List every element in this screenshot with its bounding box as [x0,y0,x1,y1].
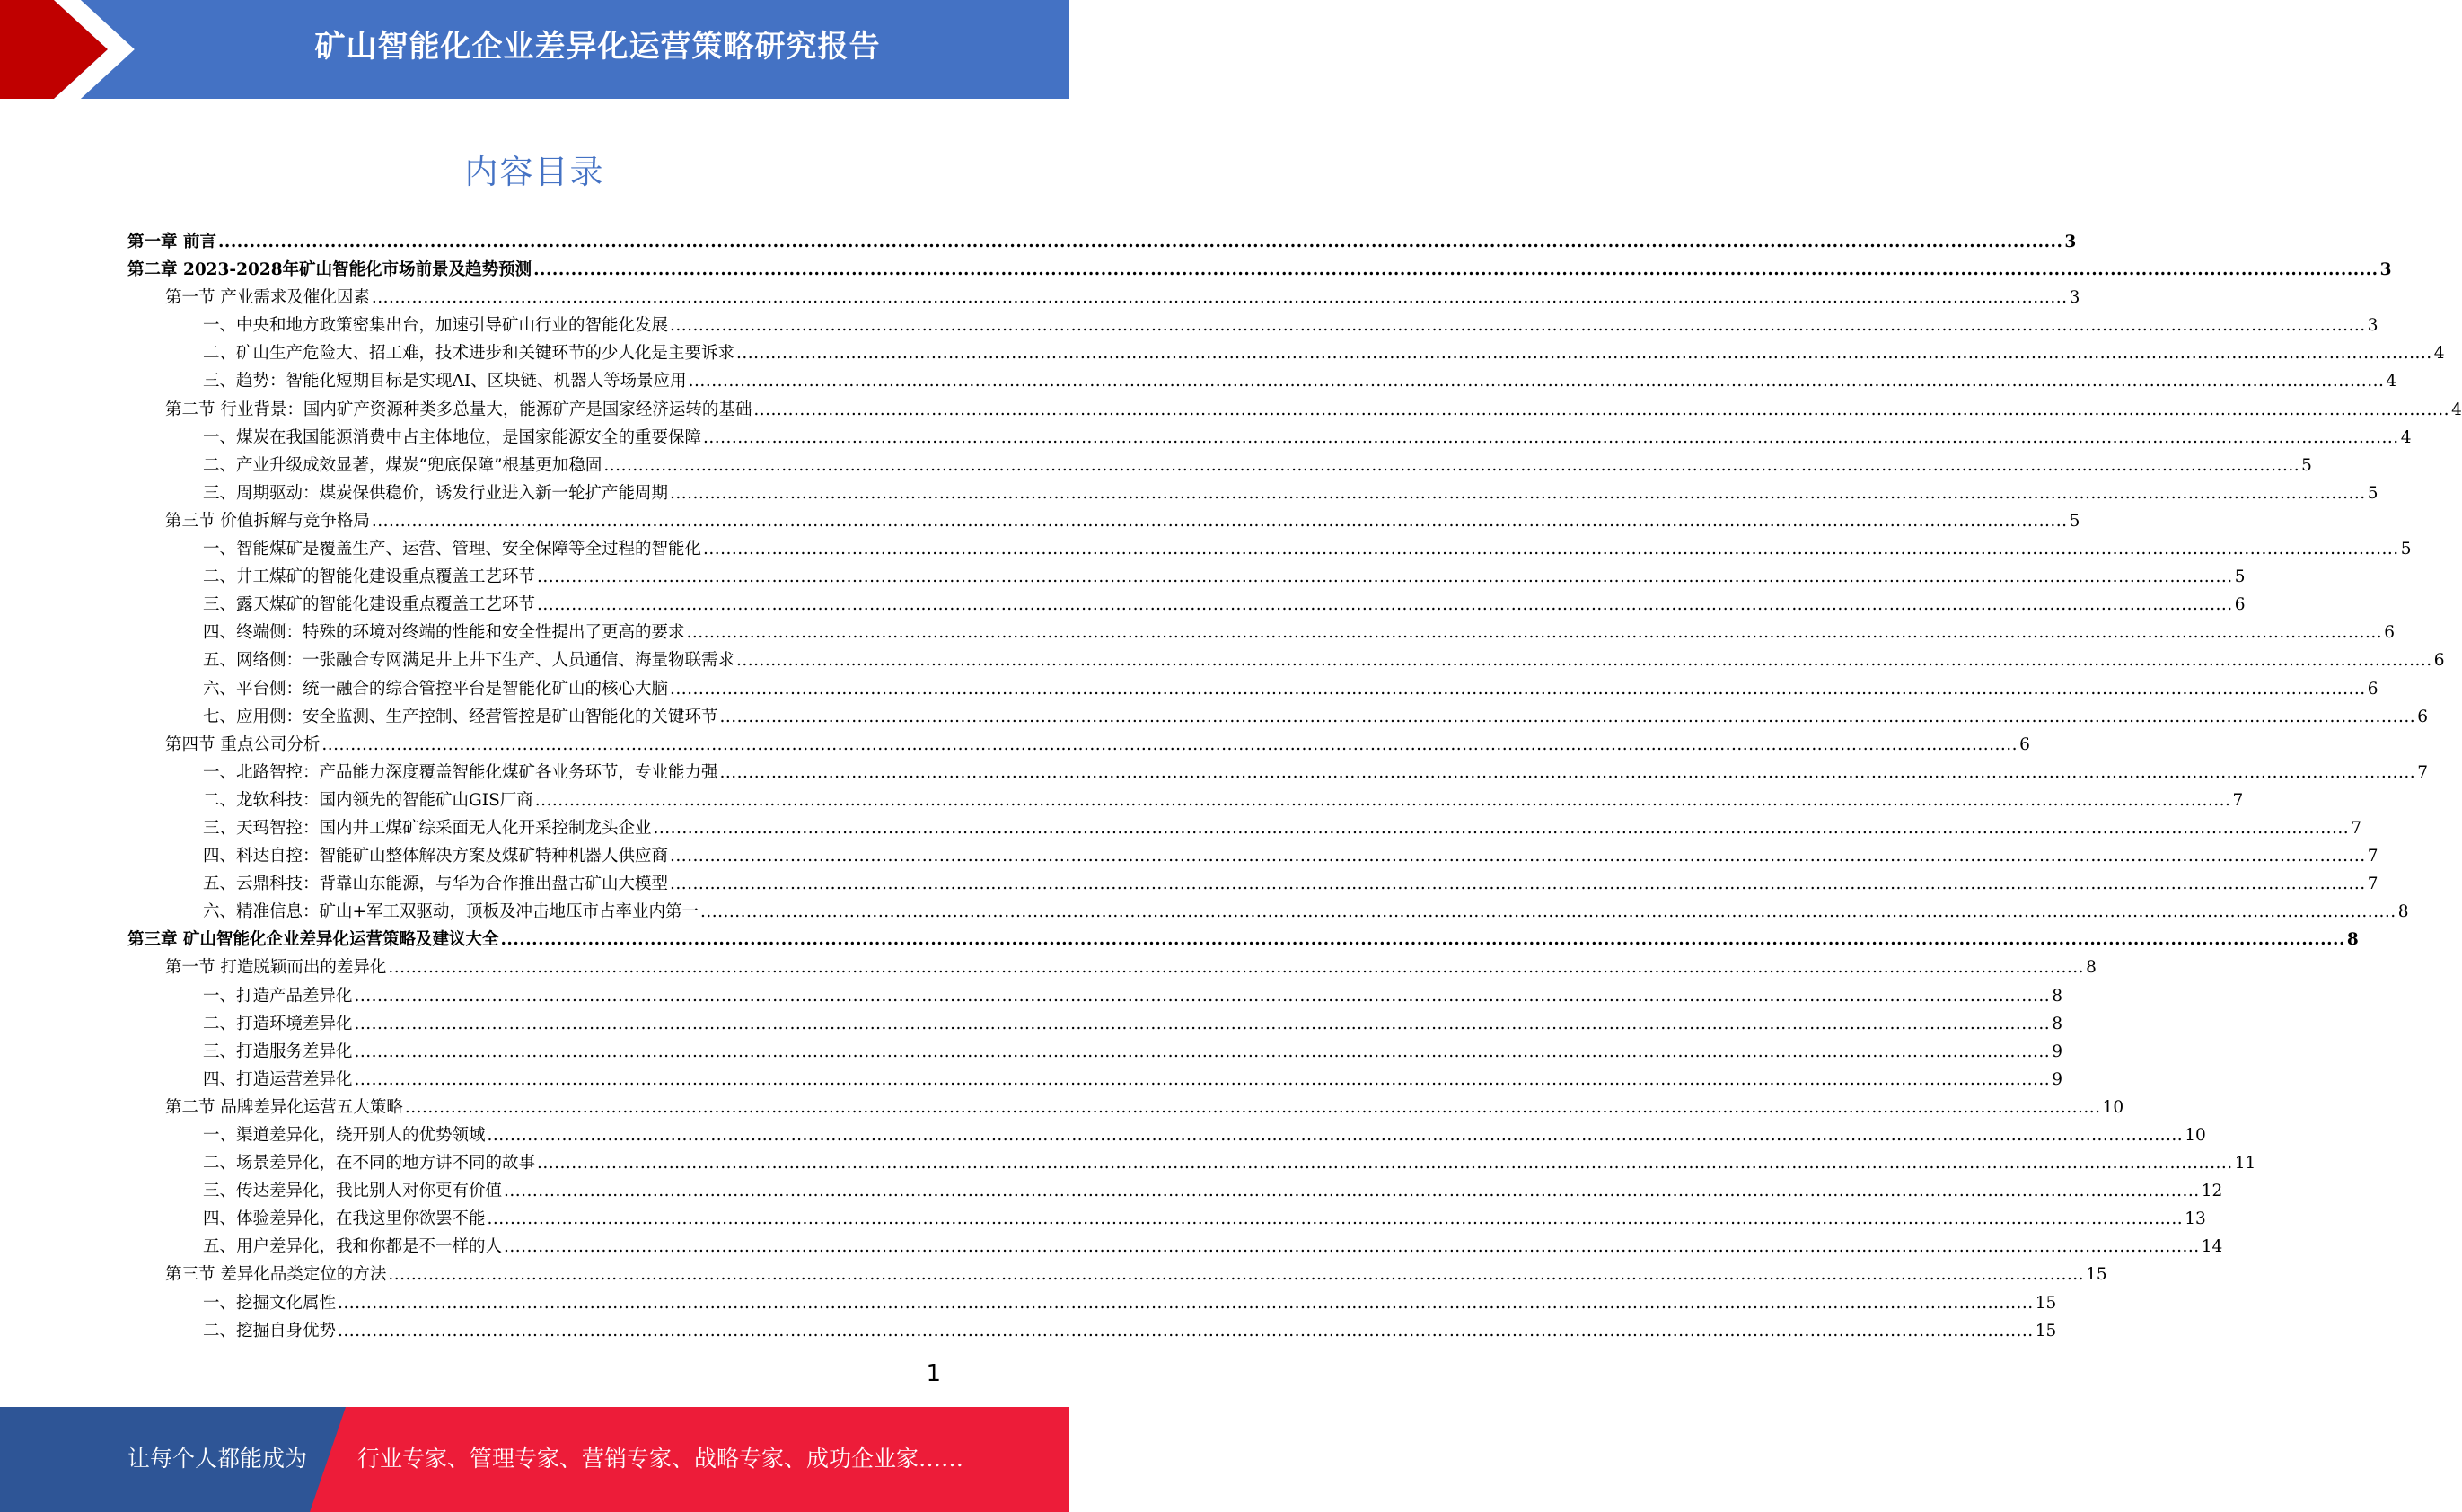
toc-dot-leader [670,479,2366,507]
toc-dot-leader [670,842,2366,870]
toc-entry[interactable] [127,926,2359,954]
toc-entry[interactable] [127,284,2080,312]
toc-entry[interactable] [127,1121,2206,1149]
toc-dot-leader [687,619,2383,646]
toc-entry[interactable] [127,479,2378,507]
toc-entry-title: 二、打造环境差异化 [203,1014,353,1033]
toc-dot-leader [405,1094,2101,1121]
toc-entry-title: 四、终端侧：特殊的环境对终端的性能和安全性提出了更高的要求 [203,623,685,643]
toc-entry[interactable] [127,1010,2062,1038]
toc-entry[interactable] [127,339,2445,367]
toc-entry-page: 13 [2185,1209,2206,1229]
toc-entry-page: 15 [2035,1321,2057,1341]
toc-entry-page: 5 [2234,567,2246,587]
toc-entry[interactable] [127,870,2378,898]
toc-entry-page: 7 [2367,847,2378,866]
footer-slogan-right: 行业专家、管理专家、营销专家、战略专家、成功企业家…… [357,1446,964,1472]
toc-entry-title: 二、龙软科技：国内领先的智能矿山GIS厂商 [203,790,533,810]
toc-entry-page: 9 [2052,1042,2062,1061]
toc-entry[interactable] [127,1177,2223,1205]
toc-entry-title: 三、天玛智控：国内井工煤矿综采面无人化开采控制龙头企业 [203,818,652,838]
toc-entry-title: 六、精准信息：矿山+军工双驱动，顶板及冲击地压市占率业内第一 [203,902,699,922]
toc-entry-page: 8 [2052,1014,2062,1033]
toc-entry-title: 一、北路智控：产品能力深度覆盖智能化煤矿各业务环节，专业能力强 [203,762,718,782]
toc-entry-title: 三、传达差异化，我比别人对你更有价值 [203,1182,503,1201]
toc-entry[interactable] [127,982,2062,1010]
toc-dot-leader [654,814,2350,842]
toc-dot-leader [689,367,2385,395]
toc-entry-title: 第一节 打造脱颖而出的差异化 [165,958,387,978]
toc-entry-title: 第一节 产业需求及催化因素 [165,288,370,308]
toc-entry-page: 7 [2367,875,2378,894]
toc-entry-title: 二、产业升级成效显著，煤炭“兜底保障”根基更加稳固 [203,455,602,475]
toc-dot-leader [488,1205,2184,1233]
toc-dot-leader [372,507,2068,535]
toc-entry[interactable] [127,452,2312,479]
toc-entry-page: 11 [2234,1154,2256,1174]
toc-entry-title: 三、打造服务差异化 [203,1042,353,1061]
toc-entry-title: 五、用户差异化，我和你都是不一样的人 [203,1237,503,1257]
toc-entry-page: 6 [2384,623,2395,643]
toc-dot-leader [720,759,2416,787]
toc-entry[interactable] [127,703,2428,731]
table-of-contents [127,228,2462,1345]
toc-entry-page: 15 [2035,1293,2057,1313]
toc-entry-page: 7 [2417,762,2428,782]
toc-dot-leader [355,1010,2051,1038]
toc-entry-page: 6 [2433,651,2445,671]
toc-entry[interactable] [127,1094,2124,1121]
toc-entry-page: 3 [2367,316,2378,336]
toc-entry-page: 4 [2400,427,2412,447]
toc-entry-page: 6 [2367,679,2378,699]
toc-entry[interactable] [127,256,2392,284]
toc-dot-leader [533,256,2378,284]
toc-entry-page: 4 [2386,372,2397,391]
toc-dot-leader [500,926,2344,954]
toc-entry-title: 第三节 价值拆解与竞争格局 [165,511,370,531]
toc-entry-page: 6 [2234,595,2246,615]
page-number: 1 [926,1360,941,1387]
toc-dot-leader [388,1261,2084,1288]
toc-entry-title: 二、场景差异化，在不同的地方讲不同的故事 [203,1154,536,1174]
toc-entry-title: 一、挖掘文化属性 [203,1293,337,1313]
toc-entry-title: 三、露天煤矿的智能化建设重点覆盖工艺环节 [203,595,536,615]
toc-dot-leader [488,1121,2184,1149]
toc-entry[interactable] [127,367,2397,395]
toc-entry-title: 一、煤炭在我国能源消费中占主体地位，是国家能源安全的重要保障 [203,427,702,447]
toc-dot-leader [537,563,2233,591]
toc-entry-page: 5 [2367,483,2378,503]
toc-entry-title: 一、智能煤矿是覆盖生产、运营、管理、安全保障等全过程的智能化 [203,540,702,559]
toc-entry-title: 第一章 前言 [127,233,216,251]
toc-entry-page: 4 [2451,400,2462,419]
toc-entry[interactable] [127,842,2378,870]
toc-entry[interactable] [127,507,2080,535]
toc-entry-title: 三、周期驱动：煤炭保供稳价，诱发行业进入新一轮扩产能周期 [203,483,669,503]
toc-entry[interactable] [127,1038,2062,1066]
toc-dot-leader [355,982,2051,1010]
toc-entry-page: 10 [2102,1097,2124,1117]
toc-entry-title: 四、科达自控：智能矿山整体解决方案及煤矿特种机器人供应商 [203,847,669,866]
toc-dot-leader [720,703,2416,731]
toc-dot-leader [504,1177,2200,1205]
footer-banner [0,1407,1069,1512]
toc-entry[interactable] [127,675,2378,703]
toc-entry-page: 6 [2417,707,2428,726]
toc-entry-title: 二、挖掘自身优势 [203,1321,337,1341]
toc-entry[interactable] [127,1205,2206,1233]
toc-entry-title: 七、应用侧：安全监测、生产控制、经营管控是矿山智能化的关键环节 [203,707,718,726]
toc-entry-title: 第四节 重点公司分析 [165,734,321,754]
toc-entry[interactable] [127,591,2246,619]
toc-entry-page: 3 [2064,233,2077,251]
toc-entry-page: 7 [2351,818,2361,838]
toc-dot-leader [338,1289,2034,1317]
toc-dot-leader [700,898,2396,926]
toc-entry-page: 10 [2185,1126,2206,1145]
toc-entry[interactable] [127,898,2409,926]
toc-dot-leader [504,1233,2200,1261]
toc-dot-leader [753,396,2449,424]
toc-dot-leader [537,1149,2233,1177]
report-title: 矿山智能化企业差异化运营策略研究报告 [314,29,881,65]
toc-entry-page: 14 [2201,1237,2223,1257]
toc-entry-title: 四、体验差异化，在我这里你欲罢不能 [203,1209,486,1229]
toc-entry[interactable] [127,954,2097,981]
toc-entry[interactable] [127,731,2030,759]
toc-entry-page: 9 [2052,1069,2062,1089]
toc-dot-leader [355,1066,2051,1094]
toc-dot-leader [703,535,2399,563]
toc-entry-page: 8 [2052,986,2062,1006]
toc-entry-title: 第二章 2023-2028年矿山智能化市场前景及趋势预测 [127,260,532,280]
toc-entry-title: 二、矿山生产危险大、招工难，技术进步和关键环节的少人化是主要诉求 [203,344,735,364]
toc-entry-page: 3 [2069,288,2080,308]
toc-entry[interactable] [127,228,2077,256]
toc-entry-title: 第二节 品牌差异化运营五大策略 [165,1097,403,1117]
toc-entry[interactable] [127,619,2395,646]
toc-entry-title: 一、打造产品差异化 [203,986,353,1006]
toc-entry[interactable] [127,1317,2057,1345]
toc-dot-leader [537,591,2233,619]
toc-dot-leader [736,646,2432,674]
toc-entry[interactable] [127,1289,2057,1317]
toc-dot-leader [338,1317,2034,1345]
toc-dot-leader [736,339,2432,367]
toc-entry-page: 15 [2086,1265,2107,1285]
toc-entry-page: 12 [2201,1182,2223,1201]
toc-entry[interactable] [127,312,2378,339]
toc-dot-leader [535,787,2231,814]
toc-entry-page: 3 [2379,260,2392,280]
toc-dot-leader [218,228,2062,256]
toc-entry-title: 五、网络侧：一张融合专网满足井上井下生产、人员通信、海量物联需求 [203,651,735,671]
toc-entry[interactable] [127,1261,2107,1288]
toc-dot-leader [355,1038,2051,1066]
toc-entry-title: 一、渠道差异化，绕开别人的优势领域 [203,1126,486,1145]
toc-entry[interactable] [127,759,2428,787]
toc-dot-leader [670,870,2366,898]
toc-entry-title: 五、云鼎科技：背靠山东能源，与华为合作推出盘古矿山大模型 [203,875,669,894]
toc-entry[interactable] [127,646,2445,674]
toc-entry-title: 二、井工煤矿的智能化建设重点覆盖工艺环节 [203,567,536,587]
toc-entry[interactable] [127,563,2246,591]
toc-dot-leader [703,424,2399,452]
toc-entry-title: 第三章 矿山智能化企业差异化运营策略及建议大全 [127,930,499,950]
toc-entry-title: 三、趋势：智能化短期目标是实现AI、区块链、机器人等场景应用 [203,372,687,391]
toc-heading: 内容目录 [464,153,605,191]
toc-entry[interactable] [127,1149,2256,1177]
toc-dot-leader [388,954,2084,981]
footer-slogan-left: 让每个人都能成为 [127,1446,308,1472]
toc-entry-page: 8 [2346,930,2359,950]
toc-dot-leader [321,731,2018,759]
toc-entry[interactable] [127,814,2361,842]
toc-entry-page: 8 [2086,958,2097,978]
toc-entry-title: 第二节 行业背景：国内矿产资源种类多总量大，能源矿产是国家经济运转的基础 [165,400,752,419]
toc-entry-page: 5 [2400,540,2412,559]
toc-entry[interactable] [127,396,2462,424]
toc-entry[interactable] [127,1066,2062,1094]
toc-dot-leader [670,312,2366,339]
toc-entry-title: 四、打造运营差异化 [203,1069,353,1089]
toc-entry-page: 7 [2232,790,2244,810]
toc-entry-page: 8 [2397,902,2409,922]
toc-entry[interactable] [127,535,2412,563]
toc-entry-title: 一、中央和地方政策密集出台，加速引导矿山行业的智能化发展 [203,316,669,336]
toc-entry[interactable] [127,424,2412,452]
toc-entry[interactable] [127,787,2244,814]
toc-entry-page: 4 [2433,344,2445,364]
toc-dot-leader [603,452,2299,479]
toc-entry-title: 第三节 差异化品类定位的方法 [165,1265,387,1285]
toc-dot-leader [670,675,2366,703]
toc-entry-page: 5 [2069,511,2080,531]
toc-entry-title: 六、平台侧：统一融合的综合管控平台是智能化矿山的核心大脑 [203,679,669,699]
toc-entry[interactable] [127,1233,2223,1261]
toc-entry-page: 6 [2019,734,2030,754]
red-arrow-shape [0,0,135,99]
header-banner [0,0,1069,99]
toc-entry-page: 5 [2301,455,2312,475]
toc-dot-leader [372,284,2068,312]
